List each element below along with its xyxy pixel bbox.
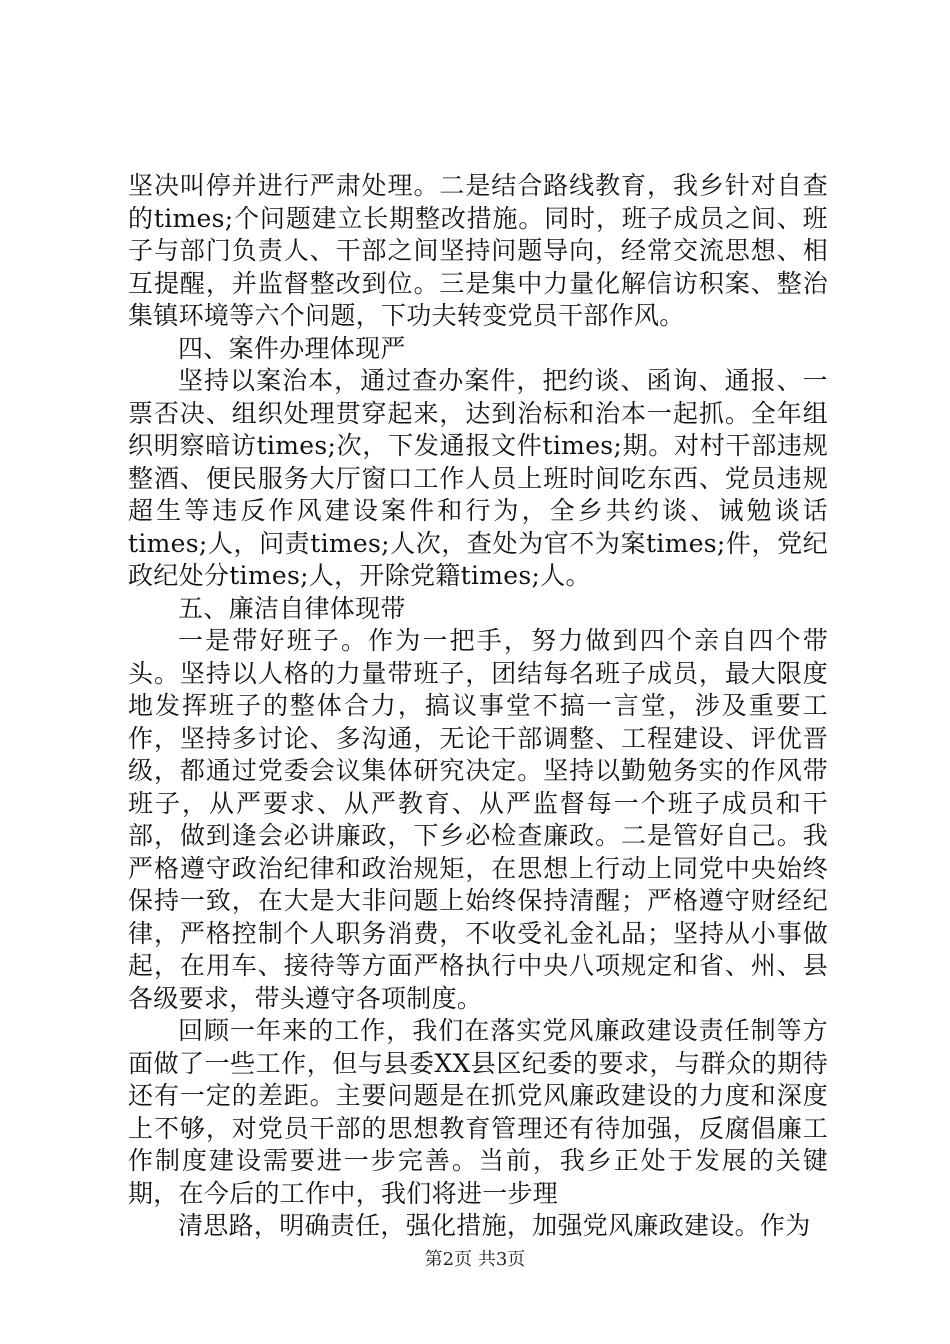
- section-heading: 五、廉洁自律体现带: [178, 593, 406, 623]
- document-body: [128, 170, 828, 1243]
- paragraph: 坚决叫停并进行严肃处理。二是结合路线教育，我乡针对自查的times;个问题建立长期整改措施。同时，班子成员之间、班子与部门负责人、干部之间坚持问题导向，经常交流思想、相互提醒，并监督整改到位。三是集中力量化解信访积案、整治集镇环境等六个问题，下功夫转变党员干部作风。: [128, 171, 828, 330]
- paragraph: 回顾一年来的工作，我们在落实党风廉政建设责任制等方面做了一些工作，但与县委XX县区纪委的要求，与群众的期待还有一定的差距。主要问题是在抓党风廉政建设的力度和深度上不够，对党员干部的思想教育管理还有待加强，反腐倡廉工作制度建设需要进一步完善。当前，我乡正处于发展的关键期，在今后的工作中，我们将进一步理: [128, 1016, 828, 1208]
- paragraph: 清思路，明确责任，强化措施，加强党风廉政建设。作为: [178, 1211, 811, 1240]
- page-footer: 第2页 共3页: [424, 1249, 526, 1270]
- paragraph: 坚持以案治本，通过查办案件，把约谈、函询、通报、一票否决、组织处理贯穿起来，达到治标和治本一起抓。全年组织明察暗访times;次，下发通报文件times;期。对村干部违规整酒、便民服务大厅窗口工作人员上班时间吃东西、党员违规超生等违反作风建设案件和行为，全乡共约谈、诫勉谈话times;人，问责times;人次，查处为官不为案times;件，党纪政纪处分times;人，开除党籍times;人。: [128, 366, 828, 590]
- section-heading: 四、案件办理体现严: [178, 333, 406, 363]
- paragraph: 一是带好班子。作为一把手，努力做到四个亲自四个带头。坚持以人格的力量带班子，团结每名班子成员，最大限度地发挥班子的整体合力，搞议事堂不搞一言堂，涉及重要工作，坚持多讨论、多沟通，无论干部调整、工程建设、评优晋级，都通过党委会议集体研究决定。坚持以勤勉务实的作风带班子，从严要求、从严教育、从严监督每一个班子成员和干部，做到逢会必讲廉政，下乡必检查廉政。二是管好自己。我严格遵守政治纪律和政治规矩，在思想上行动上同党中央始终保持一致，在大是大非问题上始终保持清醒；严格遵守财经纪律，严格控制个人职务消费，不收受礼金礼品；坚持从小事做起，在用车、接待等方面严格执行中央八项规定和省、州、县各级要求，带头遵守各项制度。: [128, 626, 828, 1013]
